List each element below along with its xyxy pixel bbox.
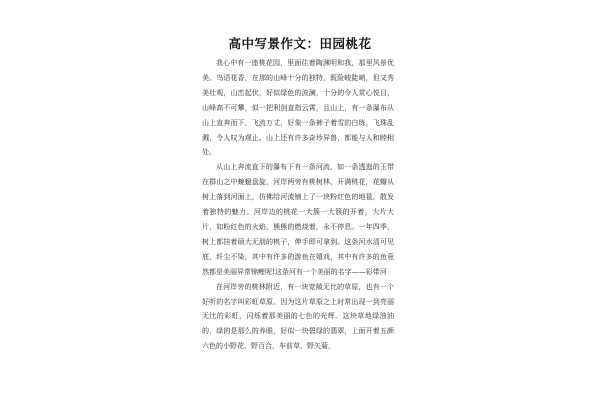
paragraph-1: 我心中有一座桃花园，里面住着陶渊明和我，那里风景优美。鸟语花香，在那的山峰十分的独特，既险峻陡峭，但又秀美壮观，山峦起伏，好似绿色的波澜，十分的令人赏心悦目，山峰高不可攀，似一把利剑直指云霄，且山上，有一条瀑布从山上直奔而下，飞流万丈，好象一条裤子着雪的白练，飞珠乱溅，令人叹为观止。山上还有许多奇珍异兽，都能与人和睦相处。 [202,59,394,157]
essay-title: 高中写景作文：田园桃花 [228,36,372,51]
paragraph-3: 在河岸旁的桃林附近，有一块宽敞无比的草原，也有一个好听的名字叫彩虹草原。因为这片草原之上时常出现一到亮丽无比的彩虹，闪烁着那美丽的七色的光辉。这块草地绿油油的，绿的是那么的养眼，好似一块碧绿的翡翠，上面开着五颜六色的小野花，野百合，车前草，野矢菊， [202,282,394,351]
essay-body [202,56,394,354]
paragraph-2: 从山上奔流直下的瀑布下有一条河流，如一条透迤的玉带在群山之中蜿蜒盘旋，河岸两旁有桃树林，开满桃花，花瓣从树上落到河面上，仿佛给河流铺上了一块粉红色的地毯，散发着独特的魅力。河岸边的桃花一大簇一大簇的开着，大片大片，如粉红色的火焰，熊熊的燃烧着，永不停息。一年四季，树上都挂着硕大无朋的桃子，伸手即可拿到。这条河水清可见底，纤尘不染，其中有许多的游鱼在嬉戏，其中有许多的鱼竟然都是美丽异常锦鲤呢!这条河有一个美丽的名字——彩带河 [202,163,394,276]
